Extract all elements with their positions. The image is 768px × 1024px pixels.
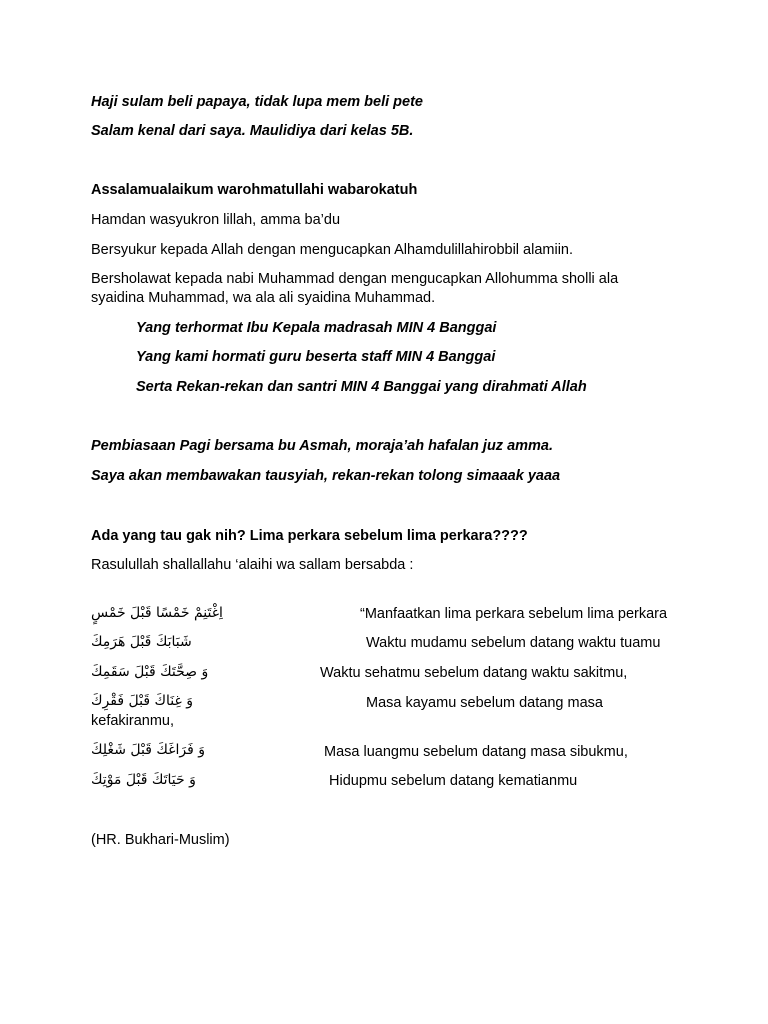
greeting-line-2: Yang kami hormati guru beserta staff MIN 4 Banggai — [136, 349, 496, 365]
hadith-translation-3: Waktu sehatmu sebelum datang waktu sakitmu, — [320, 665, 628, 681]
hadith-translation-6: Hidupmu sebelum datang kematianmu — [329, 773, 578, 789]
topic-line-1: Pembiasaan Pagi bersama bu Asmah, moraja’ah hafalan juz amma. — [91, 438, 554, 454]
question-line: Ada yang tau gak nih? Lima perkara sebelum lima perkara???? — [91, 528, 528, 544]
greeting-line-1: Yang terhormat Ibu Kepala madrasah MIN 4 Banggai — [136, 320, 497, 336]
bersyukur-line: Bersyukur kepada Allah dengan mengucapkan Alhamdulillahirobbil alamiin. — [91, 242, 574, 258]
hadith-arabic-1: اِغْتَنِمْ خَمْسًا قَبْلَ خَمْسٍ — [91, 605, 223, 621]
hadith-translation-1: “Manfaatkan lima perkara sebelum lima perkara — [360, 606, 668, 622]
hadith-translation-5: Masa luangmu sebelum datang masa sibukmu, — [324, 744, 628, 760]
hadith-arabic-6: وَ حَيَاتَكَ قَبْلَ مَوْتِكَ — [91, 772, 196, 788]
hadith-intro: Rasulullah shallallahu ‘alaihi wa sallam bersabda : — [91, 557, 414, 573]
intro-line-2: Salam kenal dari saya. Maulidiya dari kelas 5B. — [91, 123, 414, 139]
hadith-translation-2: Waktu mudamu sebelum datang waktu tuamu — [366, 635, 661, 651]
hadith-arabic-5: وَ فَرَاغَكَ قَبْلَ شَغْلِكَ — [91, 742, 205, 758]
salam-heading: Assalamualaikum warohmatullahi wabarokatuh — [91, 182, 418, 198]
intro-line-1: Haji sulam beli papaya, tidak lupa mem beli pete — [91, 94, 423, 110]
topic-line-2: Saya akan membawakan tausyiah, rekan-rekan tolong simaaak yaaa — [91, 468, 561, 484]
hadith-translation-4: Masa kayamu sebelum datang masa — [366, 695, 603, 711]
hadith-arabic-2: شَبَابَكَ قَبْلَ هَرَمِكَ — [91, 634, 192, 650]
hadith-arabic-4: وَ غِنَاكَ قَبْلَ فَقْرِكَ — [91, 693, 194, 709]
bersholawat-paragraph: Bersholawat kepada nabi Muhammad dengan mengucapkan Allohumma sholli ala syaidina Muhammad, wa ala ali syaidina Muhammad. — [91, 271, 619, 306]
hadith-source: (HR. Bukhari-Muslim) — [91, 832, 230, 848]
greeting-line-3: Serta Rekan-rekan dan santri MIN 4 Banggai yang dirahmati Allah — [136, 379, 587, 395]
hamdan-line: Hamdan wasyukron lillah, amma ba’du — [91, 212, 341, 228]
hadith-translation-4-continuation: kefakiranmu, — [91, 713, 175, 729]
hadith-arabic-3: وَ صِحَّتَكَ قَبْلَ سَقَمِكَ — [91, 664, 209, 680]
